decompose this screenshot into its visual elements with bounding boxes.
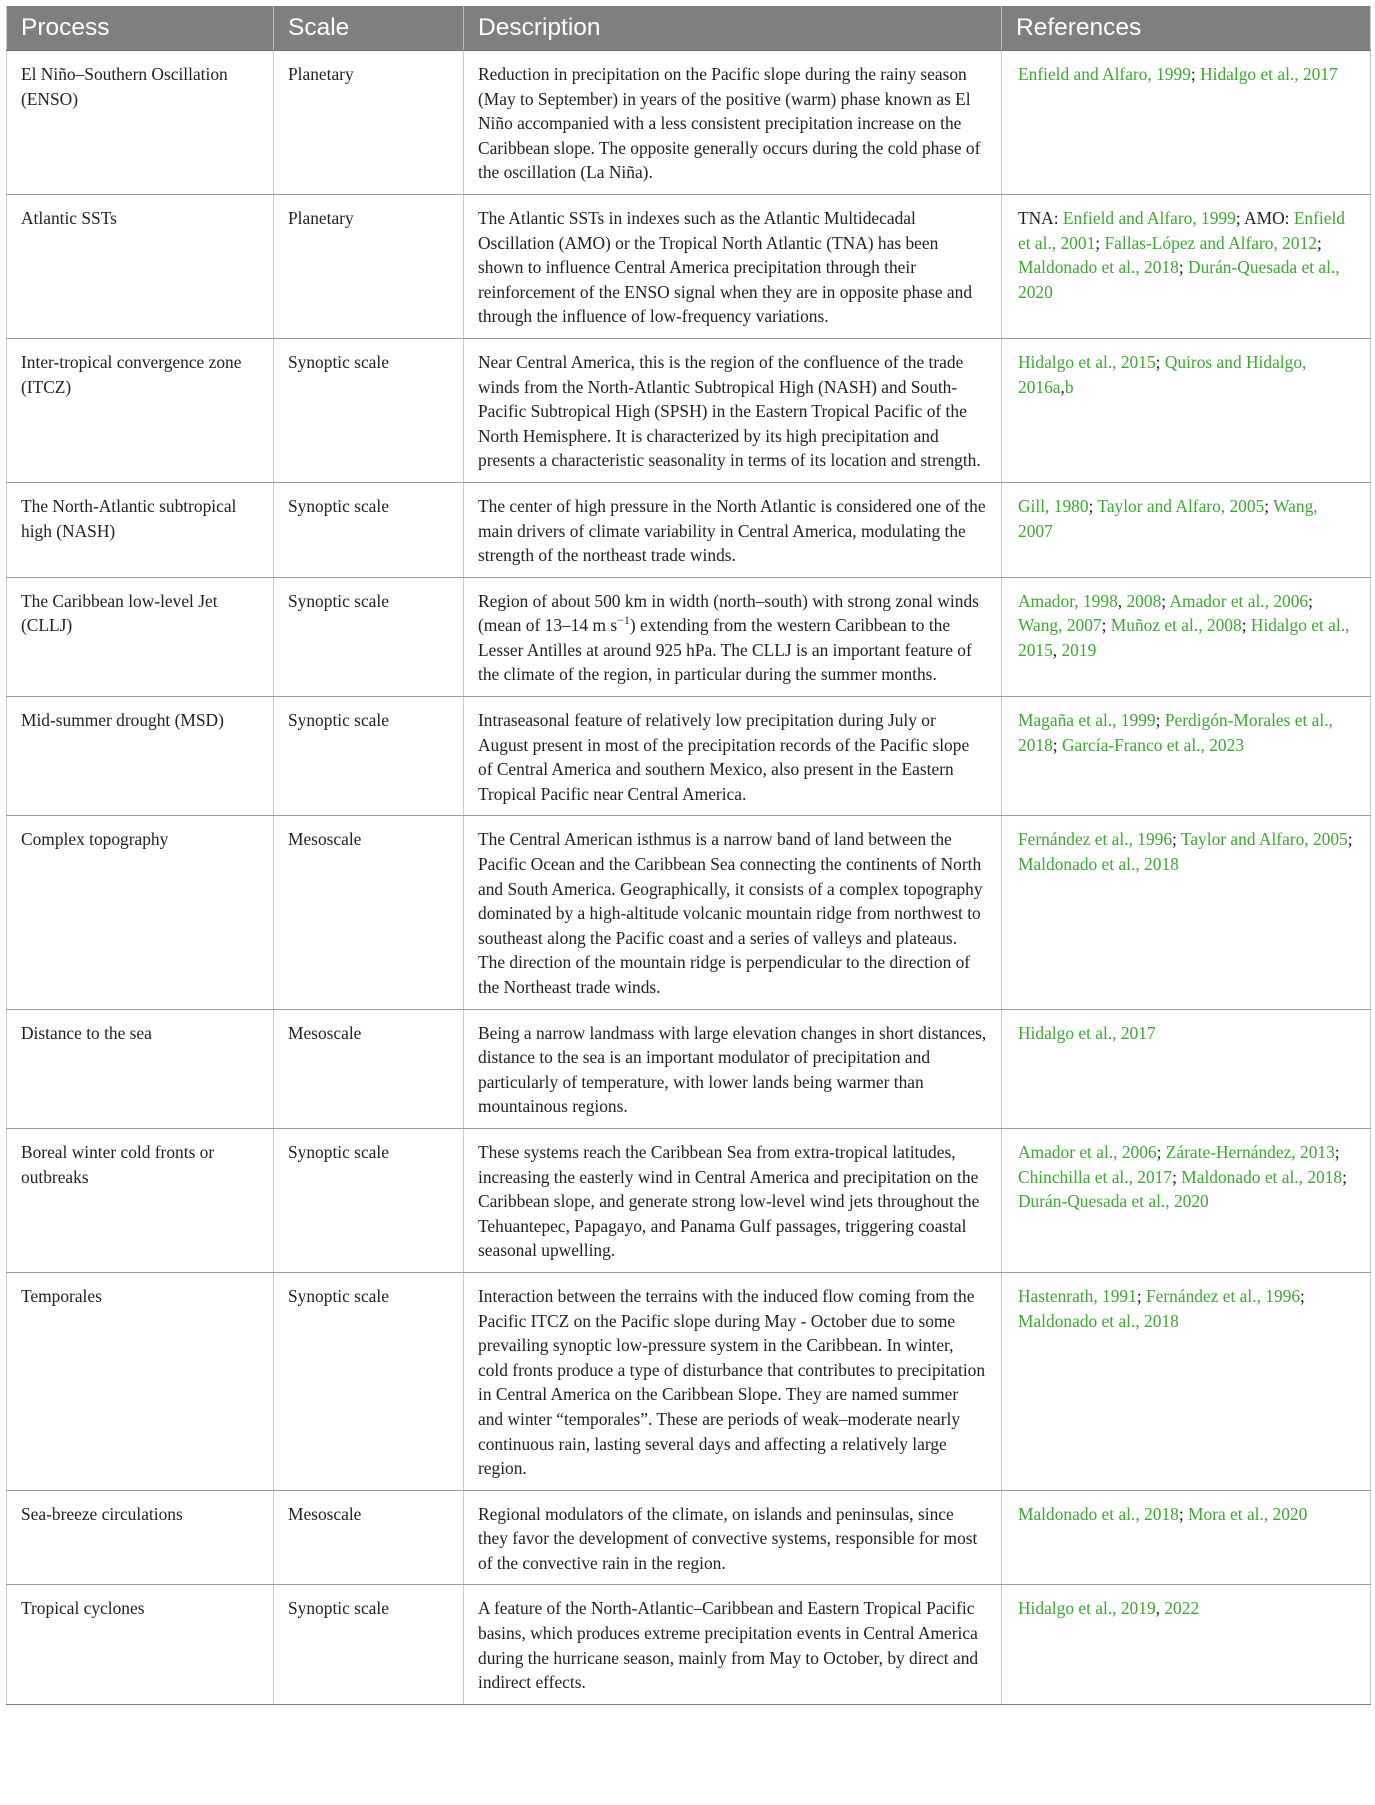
- reference-link[interactable]: Magaña et al., 1999: [1018, 710, 1156, 731]
- scale-cell: Synoptic scale: [274, 482, 464, 577]
- reference-separator: ,: [1052, 639, 1062, 660]
- process-cell: Distance to the sea: [7, 1009, 274, 1128]
- reference-separator: ;: [1101, 615, 1111, 636]
- table-row: [7, 51, 1371, 195]
- reference-separator: ,: [1060, 376, 1065, 397]
- description-superscript: −1: [617, 613, 630, 628]
- scale-cell: Synoptic scale: [274, 1272, 464, 1490]
- reference-separator: ;: [1347, 829, 1353, 850]
- scale-cell: Mesoscale: [274, 816, 464, 1009]
- description-cell: Being a narrow landmass with large elevation changes in short distances, distance to the sea is an important modulator of precipitation and particularly of temperature, with lower lands being warmer than mountainous regions.: [464, 1009, 1002, 1128]
- table-header: [7, 6, 1371, 51]
- references-cell: [1002, 577, 1371, 696]
- reference-separator: ;: [1155, 710, 1165, 731]
- references-cell: [1002, 1490, 1371, 1585]
- description-cell: The Central American isthmus is a narrow band of land between the Pacific Ocean and the Caribbean Sea connecting the continents of North and South America. Geographically, it consists of a complex topography dominated by a high-altitude volcanic mountain ridge from northwest to southeast along the Pacific coast and a series of valleys and plateaus. The direction of the mountain ridge is perpendicular to the direction of the Northeast trade winds.: [464, 816, 1002, 1009]
- reference-link[interactable]: Durán-Quesada et al., 2020: [1018, 1191, 1209, 1212]
- references-cell: [1002, 697, 1371, 816]
- reference-link[interactable]: Enfield et al., 2001: [1018, 207, 1345, 253]
- process-cell: Temporales: [7, 1272, 274, 1490]
- reference-link[interactable]: Wang, 2007: [1018, 615, 1102, 636]
- process-cell: The Caribbean low-level Jet (CLLJ): [7, 577, 274, 696]
- reference-link[interactable]: Hidalgo et al., 2017: [1200, 64, 1338, 84]
- scale-cell: Planetary: [274, 194, 464, 338]
- references-cell: [1002, 1009, 1371, 1128]
- description-cell: The Atlantic SSTs in indexes such as the Atlantic Multidecadal Oscillation (AMO) or the Tropical North Atlantic (TNA) has been shown to influence Central America precipitation through their reinforcement of the ENSO signal when they are in opposite phase and through the influence of low-frequency variations.: [464, 194, 1002, 338]
- reference-separator: ;: [1136, 1285, 1146, 1306]
- description-cell: A feature of the North-Atlantic–Caribbean and Eastern Tropical Pacific basins, which produces extreme precipitation events in Central America during the hurricane season, mainly from May to October, by direct and indirect effects.: [464, 1585, 1002, 1704]
- header-description: Description: [464, 6, 1002, 51]
- process-cell: The North-Atlantic subtropical high (NASH): [7, 482, 274, 577]
- process-cell: Boreal winter cold fronts or outbreaks: [7, 1128, 274, 1272]
- reference-separator: ;: [1155, 351, 1165, 372]
- reference-link[interactable]: Hidalgo et al., 2015: [1018, 615, 1350, 660]
- reference-link[interactable]: García-Franco et al., 2023: [1061, 734, 1245, 755]
- scale-cell: Synoptic scale: [274, 1585, 464, 1704]
- reference-separator: ;: [1241, 615, 1251, 636]
- reference-link[interactable]: Amador et al., 2006: [1169, 590, 1309, 611]
- reference-separator: ;: [1172, 829, 1181, 850]
- description-cell: Reduction in precipitation on the Pacific slope during the rainy season (May to September) in years of the positive (warm) phase known as El Niño accompanied with a less consistent precipitation increase on the Caribbean slope. The opposite generally occurs during the cold phase of the oscillation (La Niña).: [464, 51, 1002, 195]
- references-cell: [1002, 816, 1371, 1009]
- reference-link[interactable]: Perdigón-Morales et al., 2018: [1018, 710, 1333, 755]
- reference-link[interactable]: Maldonado et al., 2018: [1018, 257, 1179, 278]
- reference-link[interactable]: Maldonado et al., 2018: [1018, 1310, 1179, 1331]
- process-cell: Complex topography: [7, 816, 274, 1009]
- process-cell: El Niño–Southern Oscillation (ENSO): [7, 51, 274, 195]
- reference-link[interactable]: Enfield and Alfaro, 1999: [1018, 64, 1191, 84]
- reference-link[interactable]: Amador et al., 2006: [1018, 1141, 1157, 1162]
- table-row: [7, 816, 1371, 1009]
- description-text: ) extending from the western Caribbean to the Lesser Antilles at around 925 hPa. The CLLJ is an important feature of the climate of the region, in particular during the summer months.: [478, 615, 972, 685]
- reference-link[interactable]: Mora et al., 2020: [1188, 1503, 1308, 1524]
- table-row: [7, 338, 1371, 482]
- description-cell: These systems reach the Caribbean Sea from extra-tropical latitudes, increasing the easterly wind in Central America and precipitation on the Caribbean slope, and generate strong low-level wind jets throughout the Tehuantepec, Papagayo, and Panama Gulf passages, triggering coastal seasonal upwelling.: [464, 1128, 1002, 1272]
- reference-link[interactable]: Fernández et al., 1996: [1146, 1285, 1301, 1306]
- references-cell: [1002, 1272, 1371, 1490]
- references-cell: [1002, 194, 1371, 338]
- table-row: [7, 1009, 1371, 1128]
- reference-link[interactable]: Quiros and Hidalgo, 2016a: [1018, 351, 1307, 397]
- table-row: [7, 697, 1371, 816]
- reference-separator: TNA:: [1018, 207, 1063, 228]
- table-row: [7, 1490, 1371, 1585]
- reference-link[interactable]: Enfield and Alfaro, 1999: [1062, 207, 1236, 228]
- reference-separator: ,: [1117, 590, 1127, 611]
- reference-separator: ;: [1316, 232, 1322, 253]
- table-row: [7, 194, 1371, 338]
- description-cell: Near Central America, this is the region of the confluence of the trade winds from the North-Atlantic Subtropical High (NASH) and South-Pacific Subtropical High (SPSH) in the Eastern Tropical Pacific of the North Hemisphere. It is characterized by its high precipitation and presents a characteristic seasonality in terms of its location and strength.: [464, 338, 1002, 482]
- reference-separator: ;: [1156, 1141, 1166, 1162]
- process-cell: Tropical cyclones: [7, 1585, 274, 1704]
- references-cell: [1002, 482, 1371, 577]
- reference-link[interactable]: Taylor and Alfaro, 2005: [1180, 829, 1348, 850]
- reference-link[interactable]: Muñoz et al., 2008: [1110, 615, 1242, 636]
- scale-cell: Synoptic scale: [274, 1128, 464, 1272]
- table-row: [7, 482, 1371, 577]
- reference-link[interactable]: Hidalgo et al., 2015: [1018, 351, 1156, 372]
- scale-cell: Synoptic scale: [274, 697, 464, 816]
- process-table: [6, 6, 1371, 1705]
- reference-link[interactable]: 2019: [1061, 639, 1097, 660]
- process-table-container: [6, 6, 1370, 1705]
- header-scale: Scale: [274, 6, 464, 51]
- reference-separator: ,: [1155, 1598, 1165, 1619]
- reference-separator: ;: [1342, 1166, 1347, 1187]
- reference-link[interactable]: Fallas-López and Alfaro, 2012: [1104, 232, 1317, 253]
- reference-link[interactable]: Zárate-Hernández, 2013: [1165, 1141, 1335, 1162]
- reference-separator: ;: [1300, 1285, 1305, 1306]
- description-cell: Interaction between the terrains with the induced flow coming from the Pacific ITCZ on the Pacific slope during May - October due to some prevailing synoptic low-pressure system in the Caribbean. In winter, cold fronts produce a type of disturbance that contributes to precipitation in Central America on the Caribbean Slope. They are named summer and winter “temporales”. These are periods of weak–moderate nearly continuous rain, lasting several days and affecting a relatively large region.: [464, 1272, 1002, 1490]
- references-cell: [1002, 51, 1371, 195]
- header-row: [7, 6, 1371, 51]
- reference-link[interactable]: Maldonado et al., 2018: [1018, 854, 1179, 875]
- reference-separator: ;: [1178, 1503, 1189, 1524]
- reference-link[interactable]: Chinchilla et al., 2017: [1018, 1166, 1173, 1187]
- reference-link[interactable]: Gill, 1980: [1018, 495, 1089, 516]
- process-cell: Inter-tropical convergence zone (ITCZ): [7, 338, 274, 482]
- scale-cell: Synoptic scale: [274, 577, 464, 696]
- reference-separator: ; AMO:: [1235, 207, 1294, 228]
- process-cell: Mid-summer drought (MSD): [7, 697, 274, 816]
- references-cell: [1002, 1585, 1371, 1704]
- reference-link[interactable]: Amador, 1998: [1018, 590, 1118, 611]
- reference-link[interactable]: Wang, 2007: [1018, 495, 1318, 541]
- reference-link[interactable]: 2022: [1164, 1598, 1200, 1619]
- references-cell: [1002, 338, 1371, 482]
- reference-link[interactable]: Hidalgo et al., 2017: [1018, 1022, 1156, 1043]
- reference-link[interactable]: Maldonado et al., 2018: [1181, 1166, 1343, 1187]
- description-cell: Intraseasonal feature of relatively low precipitation during July or August present in most of the precipitation records of the Pacific slope of Central America and southern Mexico, also present in the Eastern Tropical Pacific near Central America.: [464, 697, 1002, 816]
- table-row: [7, 1585, 1371, 1704]
- process-cell: Atlantic SSTs: [7, 194, 274, 338]
- description-cell: [464, 577, 1002, 696]
- description-text: Region of about 500 km in width (north–south) with strong zonal winds (mean of 13–14 m s: [478, 590, 979, 636]
- reference-separator: ;: [1052, 734, 1062, 755]
- references-cell: [1002, 1128, 1371, 1272]
- scale-cell: Mesoscale: [274, 1490, 464, 1585]
- reference-separator: ;: [1088, 495, 1098, 516]
- reference-separator: ;: [1095, 232, 1105, 253]
- description-cell: Regional modulators of the climate, on islands and peninsulas, since they favor the development of convective systems, responsible for most of the convective rain in the region.: [464, 1490, 1002, 1585]
- reference-link[interactable]: b: [1064, 376, 1074, 397]
- reference-link[interactable]: Hidalgo et al., 2019: [1018, 1598, 1156, 1619]
- scale-cell: Synoptic scale: [274, 338, 464, 482]
- table-row: [7, 1272, 1371, 1490]
- reference-separator: ;: [1190, 64, 1201, 84]
- header-references: References: [1002, 6, 1371, 51]
- scale-cell: Planetary: [274, 51, 464, 195]
- reference-link[interactable]: Hastenrath, 1991: [1018, 1285, 1137, 1306]
- reference-separator: ;: [1161, 590, 1170, 611]
- reference-separator: ;: [1264, 495, 1274, 516]
- reference-link[interactable]: Taylor and Alfaro, 2005: [1097, 495, 1265, 516]
- table-row: [7, 577, 1371, 696]
- reference-separator: ;: [1172, 1166, 1182, 1187]
- process-cell: Sea-breeze circulations: [7, 1490, 274, 1585]
- reference-link[interactable]: Maldonado et al., 2018: [1018, 1503, 1179, 1524]
- scale-cell: Mesoscale: [274, 1009, 464, 1128]
- reference-separator: ;: [1178, 257, 1189, 278]
- description-cell: The center of high pressure in the North Atlantic is considered one of the main drivers of climate variability in Central America, modulating the strength of the northeast trade winds.: [464, 482, 1002, 577]
- reference-separator: ;: [1334, 1141, 1340, 1162]
- reference-separator: ;: [1308, 590, 1313, 611]
- header-process: Process: [7, 6, 274, 51]
- table-body: [7, 51, 1371, 1705]
- reference-link[interactable]: Durán-Quesada et al., 2020: [1018, 257, 1340, 302]
- table-row: [7, 1128, 1371, 1272]
- reference-link[interactable]: 2008: [1126, 590, 1162, 611]
- reference-link[interactable]: Fernández et al., 1996: [1018, 829, 1173, 850]
